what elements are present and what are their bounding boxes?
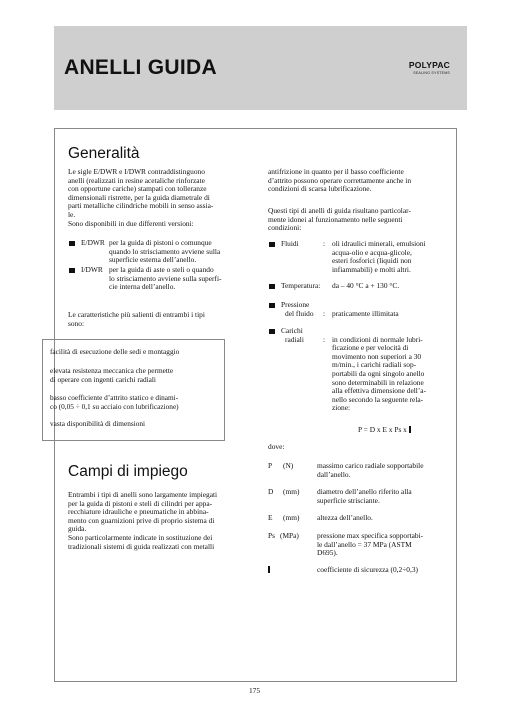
features-intro: [68, 311, 248, 328]
condition-value: praticamente illimitata: [332, 308, 399, 318]
intro-line: le.: [68, 209, 76, 219]
intro-line: Le sigle E/DWR e I/DWR contraddistinguono: [68, 167, 205, 176]
logo-tagline: SEALING SYSTEMS: [413, 71, 450, 75]
safety-coefficient-icon: [409, 426, 411, 433]
condition-value-line: nello secondo la seguente rela-: [332, 394, 424, 404]
campi-line: mento con guarnizioni prive di proprio sistema di: [68, 515, 215, 525]
symbol-description: [317, 462, 442, 479]
conditions-intro: [268, 207, 445, 233]
condition-value-line: zione:: [332, 403, 351, 413]
campi-line: per la guida di pistoni e steli di cilindri per appa-: [68, 498, 213, 508]
symbol-desc-line: massimo carico radiale sopportabile: [317, 461, 424, 470]
symbol-description: [317, 566, 442, 575]
symbol-unit: (mm): [283, 487, 300, 496]
version-code: I/DWR: [81, 265, 103, 274]
polypac-logo: [409, 60, 450, 75]
version-line: per la guida di aste o steli o quando: [109, 265, 214, 274]
symbol: P: [268, 461, 273, 470]
version-line: cie interna dell’anello.: [109, 282, 176, 292]
condition-label: radiali: [285, 334, 304, 344]
symbol-desc-line: superficie strisciante.: [317, 495, 380, 505]
condition-value-line: alla effettiva dimensione dell’a-: [332, 386, 427, 396]
condition-value-line: m/min., i carichi radiali sop-: [332, 360, 417, 370]
symbol-desc-line: diametro dell’anello riferito alla: [317, 487, 412, 496]
campi-line: guida.: [68, 524, 87, 534]
condition-value: da – 40 °C a + 130 °C.: [332, 281, 400, 290]
campi-paragraph: [68, 491, 248, 551]
safety-coefficient-icon: [268, 566, 270, 573]
version-line: quando lo strisciamento avviene sulla: [109, 246, 221, 256]
condition-label: Carichi: [281, 326, 303, 335]
bullet-icon: [69, 268, 75, 273]
condition-label: Temperatura:: [281, 281, 321, 290]
feature-line: vasta disponibilità di dimensioni: [50, 419, 146, 428]
symbol-description: [317, 488, 442, 505]
colon: :: [323, 334, 326, 344]
intro-line: dimensionali ristrette, per la guida diametrale di: [68, 192, 210, 202]
symbol-description: [317, 532, 442, 558]
bullet-icon: [69, 241, 75, 246]
feature-item: [50, 348, 220, 357]
feature-line: basso coefficiente d’attrito statico e dinami-: [50, 393, 179, 402]
symbol-desc-line: le dall’anello = 37 MPa (ASTM: [317, 539, 412, 549]
feature-line: di operare con ingenti carichi radiali: [50, 374, 156, 384]
condition-value-line: esteri fosforici (liquidi non: [332, 256, 412, 266]
symbol: D: [268, 487, 274, 496]
condition-label: del fluido: [285, 308, 314, 318]
symbol-desc-line: altezza dell’anello.: [317, 513, 373, 522]
conditions-intro-line: mente idonei al funzionamento nelle seguenti: [268, 214, 403, 224]
conditions-intro-line: Questi tipi di anelli di guida risultano particolar-: [268, 206, 411, 215]
formula-text: P = D x E x Ps x: [358, 425, 407, 434]
bullet-icon: [269, 303, 275, 308]
page-title: ANELLI GUIDA: [64, 56, 217, 79]
symbol: E: [268, 513, 273, 522]
colon: :: [323, 239, 326, 248]
symbol-description: [317, 514, 442, 523]
condition-value-line: oli idraulici minerali, emulsioni: [332, 239, 426, 248]
symbol-desc-line: coefficiente di sicurezza (0,2÷0,3): [317, 565, 418, 574]
right-intro-line: d’attrito possono operare correttamente anche in: [268, 175, 412, 185]
feature-item: [50, 394, 220, 411]
condition-label: Fluidi: [281, 239, 299, 248]
version-description: [109, 239, 249, 265]
intro-line: Sono disponibili in due differenti versioni:: [68, 218, 194, 228]
condition-label: Pressione: [281, 300, 310, 309]
right-intro: [268, 168, 445, 194]
symbol-unit: (N): [283, 461, 294, 470]
condition-value-line: in condizioni di normale lubri-: [332, 334, 423, 344]
version-line: lo strisciamento avviene sulla superfi-: [109, 273, 222, 283]
condition-value-line: portabili da ogni singolo anello: [332, 368, 425, 378]
symbol-desc-line: D695).: [317, 548, 338, 558]
version-line: per la guida di pistoni o comunque: [109, 238, 212, 247]
bullet-icon: [269, 329, 275, 334]
features-intro-line: sono:: [68, 318, 85, 328]
load-formula: [358, 425, 411, 434]
feature-line: facilità di esecuzione delle sedi e montaggio: [50, 347, 180, 356]
intro-line: parti metalliche cilindriche mobili in senso assia-: [68, 201, 214, 211]
symbol-unit: (MPa): [280, 531, 299, 540]
campi-line: recchiature idrauliche e pneumatiche in abbina-: [68, 507, 209, 517]
symbol: Ps: [268, 531, 275, 540]
version-line: superficie esterna dell’anello.: [109, 255, 197, 265]
campi-line: tradizionali sistemi di guida realizzati con metalli: [68, 541, 215, 551]
intro-paragraph: [68, 168, 248, 228]
intro-line: con opportune cariche) stampati con tolleranze: [68, 184, 207, 194]
condition-value-line: ficazione e per velocità di: [332, 343, 409, 353]
campi-heading: Campi di impiego: [68, 463, 188, 480]
feature-item: [50, 420, 220, 429]
condition-value-line: movimento non superiori a 30: [332, 351, 422, 361]
right-intro-line: antifrizione in quanto per il basso coefficiente: [268, 167, 404, 176]
version-code: E/DWR: [81, 238, 105, 247]
intro-line: anelli (realizzati in resine acetaliche rinforzate: [68, 175, 205, 185]
page-number: 175: [248, 686, 261, 695]
generalita-heading: Generalità: [68, 145, 140, 162]
right-intro-line: condizioni di scarsa lubrificazione.: [268, 184, 372, 194]
symbol: [268, 566, 270, 575]
page-header: [54, 26, 467, 110]
campi-line: Sono particolarmente indicate in sostituzione dei: [68, 532, 213, 542]
feature-line: co (0,05 ÷ 0,1 su acciaio con lubrificazione): [50, 401, 179, 411]
campi-line: Entrambi i tipi di anelli sono largamente impiegati: [68, 490, 218, 499]
symbol-desc-line: pressione max specifica sopportabi-: [317, 531, 424, 540]
version-description: [109, 266, 249, 292]
colon: :: [323, 308, 326, 318]
bullet-icon: [269, 242, 275, 247]
feature-line: elevata resistenza meccanica che permette: [50, 366, 174, 375]
feature-item: [50, 367, 220, 384]
condition-value-line: infiammabili) e molti altri.: [332, 264, 411, 274]
conditions-intro-line: condizioni:: [268, 223, 302, 233]
condition-value: [332, 240, 445, 274]
features-intro-line: Le caratteristiche più salienti di entrambi i tipi: [68, 310, 205, 319]
symbol-desc-line: dall’anello.: [317, 469, 351, 479]
features-box: [42, 339, 225, 441]
condition-value-line: sono determinabili in relazione: [332, 377, 424, 387]
bullet-icon: [269, 284, 275, 289]
condition-value: [332, 336, 445, 413]
logo-name: POLYPAC: [408, 60, 450, 70]
condition-value-line: acqua-olio e acqua-glicole,: [332, 247, 412, 257]
dove-label: dove:: [268, 442, 285, 451]
symbol-unit: (mm): [283, 513, 300, 522]
